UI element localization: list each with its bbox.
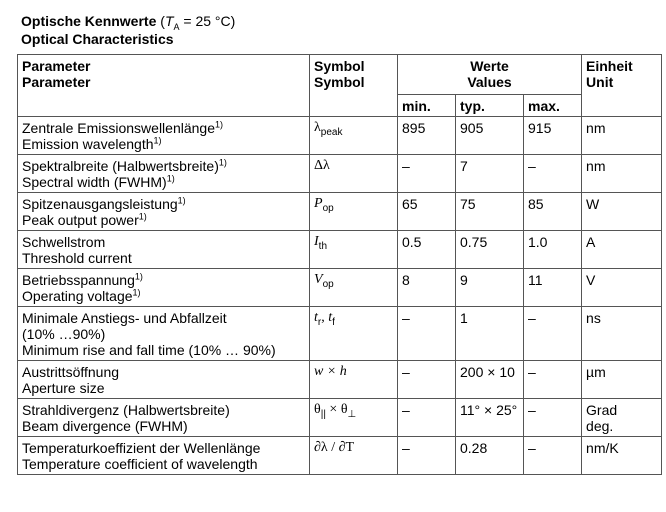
symbol-sub: op (322, 278, 334, 290)
value-typ: 7 (456, 155, 524, 193)
symbol-t: t (328, 310, 333, 325)
symbol-cell (310, 117, 398, 155)
unit-text: V (586, 272, 596, 288)
value-typ: 75 (456, 193, 524, 231)
unit-text: Grad (586, 402, 618, 418)
value-typ: 0.28 (456, 437, 524, 475)
parameter-cell (18, 361, 310, 399)
value-max: 11 (524, 269, 582, 307)
title-de: Optische Kennwerte (21, 13, 157, 29)
value-typ: 905 (456, 117, 524, 155)
parameter-en-text: Spectral width (FWHM) (22, 174, 167, 190)
parameter-en-text: Peak output power (22, 212, 139, 228)
unit-text: A (586, 234, 596, 250)
header-min: min. (398, 95, 456, 117)
header-typ: typ. (456, 95, 524, 117)
symbol-sub: op (322, 202, 334, 214)
unit-text: W (586, 196, 600, 212)
parameter-de (22, 120, 305, 136)
symbol-main: w × h (314, 364, 347, 379)
parameter-cell (18, 117, 310, 155)
unit-cell (582, 361, 662, 399)
unit-text-2: deg. (586, 418, 614, 434)
parameter-en (22, 342, 305, 358)
value-min: 8 (398, 269, 456, 307)
header-symbol-en: Symbol (314, 74, 365, 90)
unit-cell (582, 307, 662, 361)
parameter-de-text: Spektralbreite (Halbwertsbreite) (22, 158, 219, 174)
parameter-de (22, 402, 305, 418)
header-symbol (310, 55, 398, 117)
unit-text: nm (586, 158, 606, 174)
value-max: – (524, 307, 582, 361)
value-min: 0.5 (398, 231, 456, 269)
parameter-cell (18, 437, 310, 475)
symbol-sub-2: ⊥ (347, 408, 357, 420)
footnote-ref: 1) (215, 119, 224, 130)
parameter-cell (18, 193, 310, 231)
value-min: 895 (398, 117, 456, 155)
table-row (18, 193, 662, 231)
unit-cell (582, 231, 662, 269)
symbol-cell (310, 307, 398, 361)
unit-cell (582, 117, 662, 155)
footnote-ref: 1) (218, 157, 227, 168)
symbol-main: P (314, 196, 323, 211)
footnote-ref: 1) (138, 211, 147, 222)
symbol-main-2: × θ (325, 402, 348, 417)
parameter-de (22, 196, 305, 212)
parameter-en-text: Temperature coefficient of wavelength (22, 456, 258, 472)
footnote-ref: 1) (177, 195, 186, 206)
parameter-de-text: Zentrale Emissionswellenlänge (22, 120, 215, 136)
table-body (18, 117, 662, 475)
parameter-de-text: Austrittsöffnung (22, 364, 120, 380)
header-symbol-de: Symbol (314, 58, 365, 74)
parameter-de-text: Schwellstrom (22, 234, 106, 250)
value-max: 85 (524, 193, 582, 231)
value-typ: 200 × 10 (456, 361, 524, 399)
parameter-de (22, 234, 305, 250)
value-min: – (398, 307, 456, 361)
title-var: T (164, 13, 174, 29)
parameter-de-text: Temperaturkoeffizient der Wellenlänge (22, 440, 261, 456)
unit-cell (582, 155, 662, 193)
parameter-de-text: Spitzenausgangsleistung (22, 196, 178, 212)
parameter-cell (18, 307, 310, 361)
unit-cell (582, 399, 662, 437)
value-typ: 11° × 25° (456, 399, 524, 437)
symbol-cell (310, 437, 398, 475)
symbol-cell (310, 193, 398, 231)
symbol-cell (310, 269, 398, 307)
parameter-en-text: Aperture size (22, 380, 105, 396)
symbol-cell (310, 361, 398, 399)
header-einheit: Einheit (586, 58, 633, 74)
parameter-en (22, 418, 305, 434)
symbol-cell (310, 231, 398, 269)
title-rest: = 25 °C) (179, 13, 236, 29)
symbol-main: θ (314, 402, 321, 417)
table-title-english: Optical Characteristics (21, 31, 174, 47)
parameter-de-line2: (10% …90%) (22, 326, 106, 342)
symbol-cell (310, 399, 398, 437)
unit-text: nm/K (586, 440, 619, 456)
value-typ: 1 (456, 307, 524, 361)
header-values (398, 55, 582, 95)
symbol-main: Δλ (314, 158, 330, 173)
value-min: – (398, 155, 456, 193)
value-max: – (524, 361, 582, 399)
unit-text: nm (586, 120, 606, 136)
symbol-main: I (314, 234, 319, 249)
parameter-de-text: Betriebsspannung (22, 272, 135, 288)
parameter-cell (18, 155, 310, 193)
table-row (18, 361, 662, 399)
header-parameter-de: Parameter (22, 58, 91, 74)
parameter-en-text: Threshold current (22, 250, 132, 266)
symbol-cell (310, 155, 398, 193)
parameter-cell (18, 399, 310, 437)
optical-characteristics-table (17, 54, 662, 475)
header-max: max. (524, 95, 582, 117)
title-open: ( (156, 13, 165, 29)
header-parameter-en: Parameter (22, 74, 91, 90)
value-min: – (398, 399, 456, 437)
symbol-sub: r (317, 316, 322, 328)
parameter-en (22, 456, 305, 472)
header-unit (582, 55, 662, 117)
symbol-sub: th (318, 240, 328, 252)
parameter-en-text: Beam divergence (FWHM) (22, 418, 188, 434)
unit-cell (582, 269, 662, 307)
value-max: – (524, 437, 582, 475)
symbol-sep: , (321, 310, 329, 325)
parameter-de-text: Strahldivergenz (Halbwertsbreite) (22, 402, 230, 418)
parameter-en-text: Emission wavelength (22, 136, 154, 152)
value-typ: 9 (456, 269, 524, 307)
unit-cell (582, 193, 662, 231)
value-max: 1.0 (524, 231, 582, 269)
parameter-en (22, 136, 305, 152)
symbol-main: ∂λ / ∂T (314, 440, 355, 455)
table-row (18, 269, 662, 307)
parameter-cell (18, 231, 310, 269)
parameter-de-text: Minimale Anstiegs- und Abfallzeit (22, 310, 227, 326)
value-max: – (524, 399, 582, 437)
footnote-ref: 1) (153, 135, 162, 146)
parameter-en (22, 250, 305, 266)
header-parameter (18, 55, 310, 117)
header-row (18, 55, 662, 95)
symbol-sub: || (320, 408, 326, 420)
unit-text: µm (586, 364, 606, 380)
table-row (18, 307, 662, 361)
symbol-t: t (314, 310, 318, 325)
parameter-cell (18, 269, 310, 307)
footnote-ref: 1) (166, 173, 175, 184)
parameter-en (22, 380, 305, 396)
symbol-sub: f (332, 316, 335, 328)
parameter-en (22, 174, 305, 190)
parameter-en (22, 212, 305, 228)
value-min: – (398, 361, 456, 399)
header-werte: Werte (470, 58, 509, 74)
symbol-main: λ (314, 120, 321, 135)
table-row (18, 117, 662, 155)
parameter-en-text: Minimum rise and fall time (10% … 90%) (22, 342, 276, 358)
parameter-de (22, 158, 305, 174)
unit-text: ns (586, 310, 601, 326)
parameter-de (22, 364, 305, 380)
footnote-ref: 1) (134, 271, 143, 282)
value-max: – (524, 155, 582, 193)
table-row (18, 399, 662, 437)
table-row (18, 155, 662, 193)
value-min: 65 (398, 193, 456, 231)
header-unit-en: Unit (586, 74, 614, 90)
parameter-en (22, 288, 305, 304)
parameter-de (22, 310, 305, 326)
value-typ: 0.75 (456, 231, 524, 269)
symbol-sub: peak (320, 126, 343, 138)
parameter-en-text: Operating voltage (22, 288, 133, 304)
symbol-main: V (314, 272, 323, 287)
parameter-de (22, 440, 305, 456)
unit-cell (582, 437, 662, 475)
value-max: 915 (524, 117, 582, 155)
title-sub: A (173, 21, 180, 32)
table-row (18, 437, 662, 475)
value-min: – (398, 437, 456, 475)
header-values-en: Values (467, 74, 512, 90)
parameter-de (22, 272, 305, 288)
table-row (18, 231, 662, 269)
footnote-ref: 1) (132, 287, 141, 298)
